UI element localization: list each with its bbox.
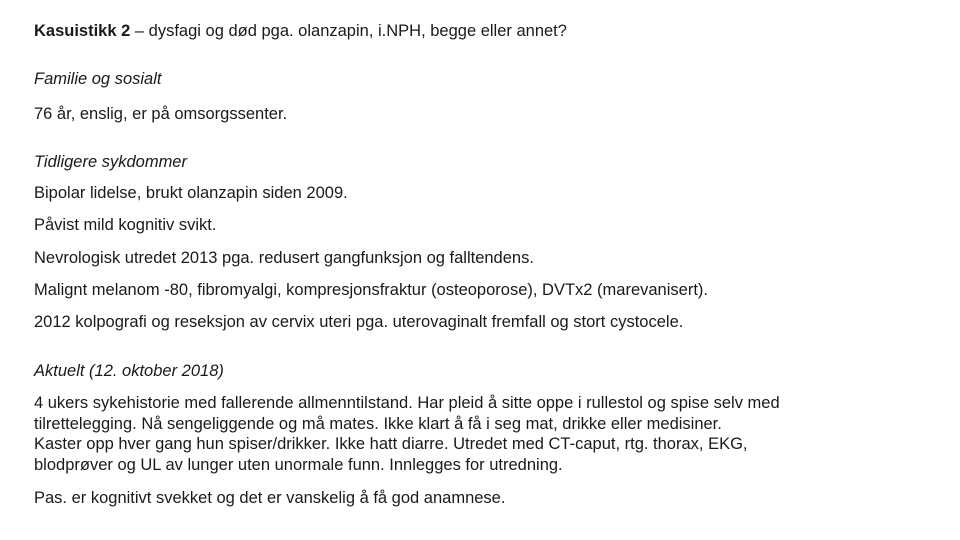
history-item: Bipolar lidelse, brukt olanzapin siden 2009.: [34, 184, 348, 202]
history-item: Påvist mild kognitiv svikt.: [34, 216, 217, 234]
current-closing: Pas. er kognitivt svekket og det er vanskelig å få god anamnese.: [34, 489, 506, 507]
slide-title: [34, 21, 567, 42]
history-heading: Tidligere sykdommer: [34, 153, 187, 171]
history-item: 2012 kolpografi og reseksjon av cervix uteri pga. uterovaginalt fremfall og stort cystocele.: [34, 313, 684, 331]
current-line: blodprøver og UL av lunger uten unormale funn. Innlegges for utredning.: [34, 455, 563, 474]
family-heading: Familie og sosialt: [34, 70, 162, 88]
history-item: Nevrologisk utredet 2013 pga. redusert gangfunksjon og falltendens.: [34, 249, 534, 267]
current-line: tilrettelegging. Nå sengeliggende og må mates. Ikke klart å få i seg mat, drikke eller medisiner.: [34, 414, 722, 433]
current-line: 4 ukers sykehistorie med fallerende allmenntilstand. Har pleid å sitte oppe i rullestol og spise selv med: [34, 394, 780, 412]
current-line: Kaster opp hver gang hun spiser/drikker. Ikke hatt diarre. Utredet med CT-caput, rtg. thorax, EKG,: [34, 435, 748, 453]
current-heading: Aktuelt (12. oktober 2018): [34, 362, 224, 380]
history-item: Malignt melanom -80, fibromyalgi, kompresjonsfraktur (osteoporose), DVTx2 (marevanisert).: [34, 281, 708, 299]
case-label: Kasuistikk 2: [34, 22, 131, 40]
family-text: 76 år, enslig, er på omsorgssenter.: [34, 105, 288, 123]
case-subtitle: – dysfagi og død pga. olanzapin, i.NPH, begge eller annet?: [130, 22, 567, 40]
current-description: [34, 393, 914, 475]
